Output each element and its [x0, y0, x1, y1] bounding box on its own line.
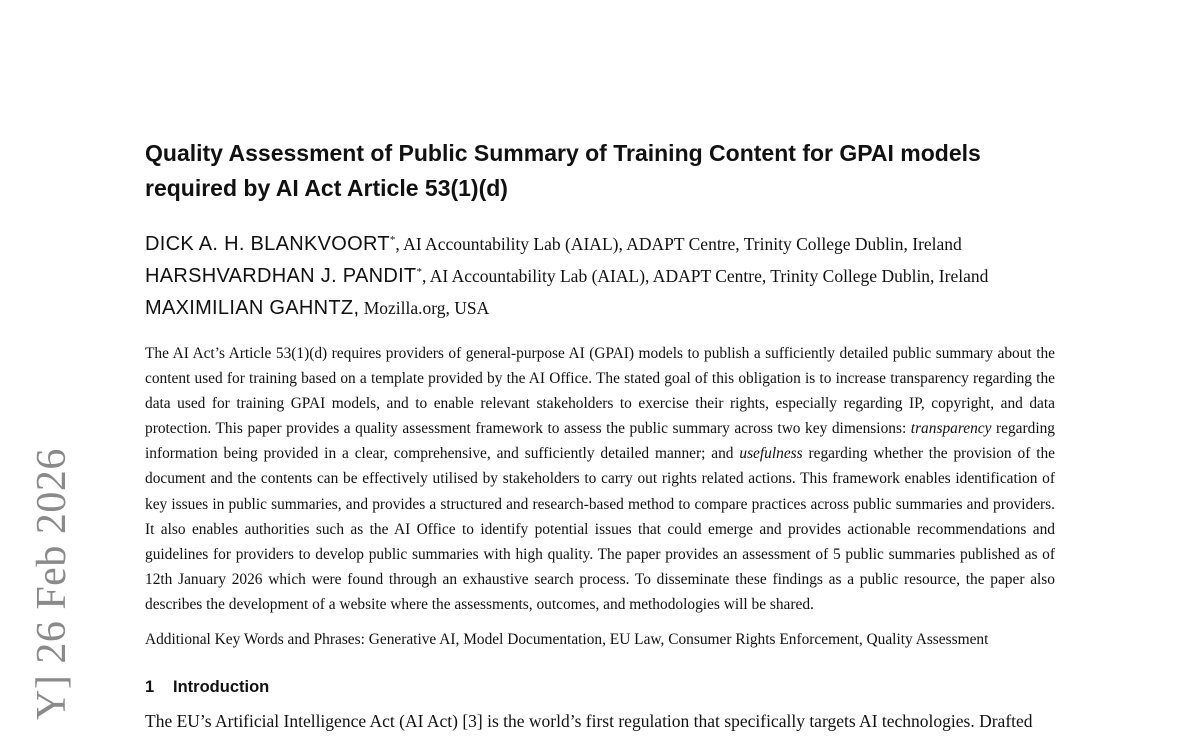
section-number: 1	[145, 678, 155, 697]
author-entry	[145, 228, 1055, 260]
author-mark: *	[416, 266, 422, 279]
author-entry	[145, 292, 1055, 324]
abstract-emphasis-transparency: transparency	[910, 420, 992, 438]
author-name: MAXIMILIAN GAHNTZ,	[145, 297, 360, 319]
abstract-text: regarding whether the provision of the document and the contents can be effectively utilised by stakeholders to carry out rights related actions. This framework enables identification of key issues in public summaries, and provides a structured and research-based method to compare practices across public summaries and providers. It also enables authorities such as the AI Office to identify potential issues that could emerge and provides actionable recommendations and guidelines for providers to develop public summaries with high quality. The paper provides an assessment of 5 public summaries published as of 12th January 2026 which were found through an exhaustive search process. To disseminate these findings as a public resource, the paper also describes the development of a website where the assessments, outcomes, and methodologies will be shared.	[145, 445, 1055, 613]
abstract	[145, 341, 1055, 617]
author-affiliation: , AI Accountability Lab (AIAL), ADAPT Centre, Trinity College Dublin, Ireland	[395, 234, 962, 254]
section-title: Introduction	[173, 678, 270, 697]
author-entry	[145, 260, 1055, 292]
author-affiliation: , AI Accountability Lab (AIAL), ADAPT Centre, Trinity College Dublin, Ireland	[421, 266, 989, 286]
abstract-text: The AI Act’s Article 53(1)(d) requires providers of general-purpose AI (GPAI) models to publish a sufficiently detailed public summary about the content used for training based on a template provided by the AI Office. The stated goal of this obligation is to increase transparency regarding the data used for training GPAI models, and to enable relevant stakeholders to exercise their rights, especially regarding IP, copyright, and data protection. This paper provides a quality assessment framework to assess the public summary across two key dimensions:	[145, 345, 1055, 438]
abstract-emphasis-usefulness: usefulness	[739, 445, 803, 463]
arxiv-sidebar-stamp: Y] 26 Feb 2026	[29, 448, 75, 720]
author-name: HARSHVARDHAN J. PANDIT	[145, 265, 417, 287]
author-list	[145, 228, 1055, 324]
paper-first-page	[145, 136, 1055, 734]
author-affiliation: Mozilla.org, USA	[359, 298, 490, 318]
introduction-text: The EU’s Artificial Intelligence Act (AI Act) [3] is the world’s first regulation that specifically targets AI technologies. Drafted	[145, 711, 1033, 732]
section-heading	[145, 675, 1055, 699]
paper-title: Quality Assessment of Public Summary of Training Content for GPAI models required by AI Act Article 53(1)(d)	[145, 140, 981, 201]
author-mark: *	[389, 234, 396, 247]
author-name: DICK A. H. BLANKVOORT	[145, 233, 390, 255]
abstract-text: regarding information being provided in a clear, comprehensive, and sufficiently detailed manner; and	[145, 420, 1055, 463]
keywords: Additional Key Words and Phrases: Generative AI, Model Documentation, EU Law, Consumer Rights Enforcement, Quality Assessment	[145, 631, 989, 649]
